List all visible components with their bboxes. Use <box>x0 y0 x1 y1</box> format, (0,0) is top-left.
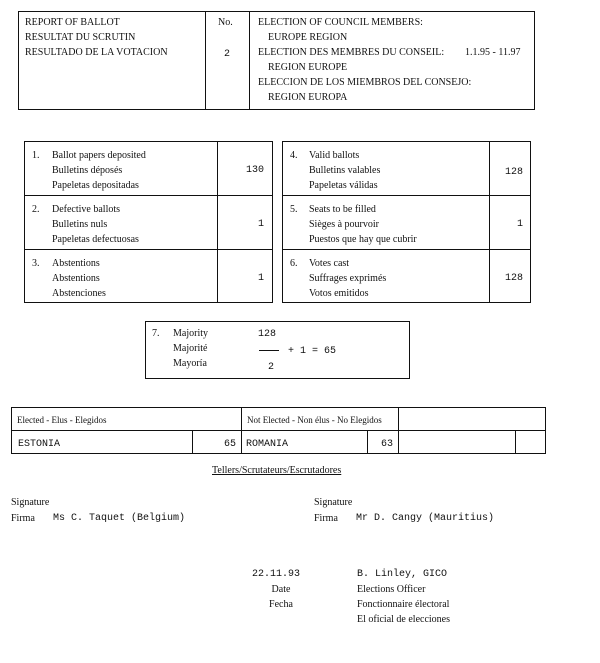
stat-4-labels <box>309 148 380 193</box>
left-signature-label: Signature <box>11 497 50 508</box>
election-fr: ELECTION DES MEMBRES DU CONSEIL: <box>258 47 445 58</box>
majority-label-es: Mayoría <box>173 358 207 369</box>
stat-4-label-en: Valid ballots <box>309 150 360 161</box>
results-col-5 <box>515 430 516 454</box>
officer-title-en: Elections Officer <box>357 584 426 595</box>
right-teller-name: Mr D. Cangy (Mauritius) <box>356 513 495 524</box>
stat-3-value: 1 <box>257 273 264 284</box>
election-title <box>258 15 471 105</box>
stat-6-label-fr: Suffrages exprimés <box>309 273 387 284</box>
report-title-en: REPORT OF BALLOT <box>25 17 120 28</box>
right-firma-label: Firma <box>314 513 338 524</box>
left-teller-name: Ms C. Taquet (Belgium) <box>53 513 186 524</box>
stat-2-value: 1 <box>257 219 264 230</box>
stat-4-value: 128 <box>504 167 523 178</box>
majority-numerator: 128 <box>258 329 277 340</box>
stat-5-value: 1 <box>516 219 523 230</box>
stat-1-label-en: Ballot papers deposited <box>52 150 146 161</box>
stat-2-label-en: Defective ballots <box>52 204 121 215</box>
stats-right-row-line-2 <box>282 249 531 250</box>
stat-1-label-es: Papeletas depositadas <box>52 180 139 191</box>
election-en: ELECTION OF COUNCIL MEMBERS: <box>258 17 423 28</box>
majority-fraction-bar <box>259 350 279 351</box>
stat-5-label-en: Seats to be filled <box>309 204 376 215</box>
stat-5-label-es: Puestos que hay que cubrir <box>309 234 417 245</box>
stat-3-label-en: Abstentions <box>52 258 100 269</box>
left-firma-label: Firma <box>11 513 35 524</box>
elected-votes: 65 <box>223 439 236 450</box>
stats-left-row-line-1 <box>24 195 273 196</box>
stat-1-labels <box>52 148 146 193</box>
report-title <box>25 15 168 60</box>
results-col-2 <box>241 407 242 454</box>
report-title-fr: RESULTAT DU SCRUTIN <box>25 32 136 43</box>
report-date: 22.11.93 <box>252 569 301 580</box>
election-en-region: EUROPE REGION <box>268 32 348 43</box>
stat-3-labels <box>52 256 106 301</box>
stat-2-labels <box>52 202 139 247</box>
stat-3-number: 3. <box>32 258 40 269</box>
date-labels <box>266 582 296 612</box>
header-divider-1 <box>205 11 206 110</box>
stat-6-number: 6. <box>290 258 298 269</box>
stat-3-label-fr: Abstentions <box>52 273 100 284</box>
stat-5-number: 5. <box>290 204 298 215</box>
stat-1-value: 130 <box>245 165 264 176</box>
not-elected-votes: 63 <box>380 439 393 450</box>
election-period: 1.1.95 - 11.97 <box>465 47 521 58</box>
stat-4-number: 4. <box>290 150 298 161</box>
stats-left-row-line-2 <box>24 249 273 250</box>
majority-plus-one: + 1 = 65 <box>288 346 337 357</box>
officer-titles <box>357 582 450 627</box>
tellers-heading: Tellers/Scrutateurs/Escrutadores <box>212 465 342 476</box>
date-label-en: Date <box>271 584 291 595</box>
stat-2-label-es: Papeletas defectuosas <box>52 234 139 245</box>
not-elected-name: ROMANIA <box>246 439 289 450</box>
election-fr-region: REGION EUROPE <box>268 62 348 73</box>
right-signature-label: Signature <box>314 497 353 508</box>
stat-6-labels <box>309 256 386 301</box>
stats-right-row-line-1 <box>282 195 531 196</box>
officer-title-fr: Fonctionnaire électoral <box>357 599 450 610</box>
majority-labels <box>173 326 208 371</box>
stat-6-label-en: Votes cast <box>309 258 350 269</box>
stat-5-label-fr: Sièges à pourvoir <box>309 219 379 230</box>
results-header-line <box>11 430 546 431</box>
majority-label-en: Majority <box>173 328 208 339</box>
stat-6-label-es: Votos emitidos <box>309 288 369 299</box>
stat-3-label-es: Abstenciones <box>52 288 106 299</box>
stat-6-value: 128 <box>504 273 523 284</box>
elected-header: Elected - Elus - Elegidos <box>17 415 107 425</box>
majority-number: 7. <box>152 328 160 339</box>
stat-2-label-fr: Bulletins nuls <box>52 219 108 230</box>
election-es-region: REGION EUROPA <box>268 92 348 103</box>
report-title-es: RESULTADO DE LA VOTACION <box>25 47 168 58</box>
stat-4-label-es: Papeletas válidas <box>309 180 378 191</box>
stat-1-number: 1. <box>32 150 40 161</box>
elected-name: ESTONIA <box>18 439 61 450</box>
stat-5-labels <box>309 202 417 247</box>
majority-label-fr: Majorité <box>173 343 208 354</box>
header-divider-2 <box>249 11 250 110</box>
officer-title-es: El oficial de elecciones <box>357 614 451 625</box>
not-elected-header: Not Elected - Non élus - No Elegidos <box>247 415 382 425</box>
stat-1-label-fr: Bulletins déposés <box>52 165 123 176</box>
results-col-4 <box>398 407 399 454</box>
date-label-es: Fecha <box>269 599 293 610</box>
no-label: No. <box>218 17 233 28</box>
stat-2-number: 2. <box>32 204 40 215</box>
no-value: 2 <box>224 49 231 60</box>
majority-denominator: 2 <box>268 362 275 373</box>
stat-4-label-fr: Bulletins valables <box>309 165 381 176</box>
election-es: ELECCION DE LOS MIEMBROS DEL CONSEJO: <box>258 77 472 88</box>
officer-name: B. Linley, GICO <box>357 569 448 580</box>
